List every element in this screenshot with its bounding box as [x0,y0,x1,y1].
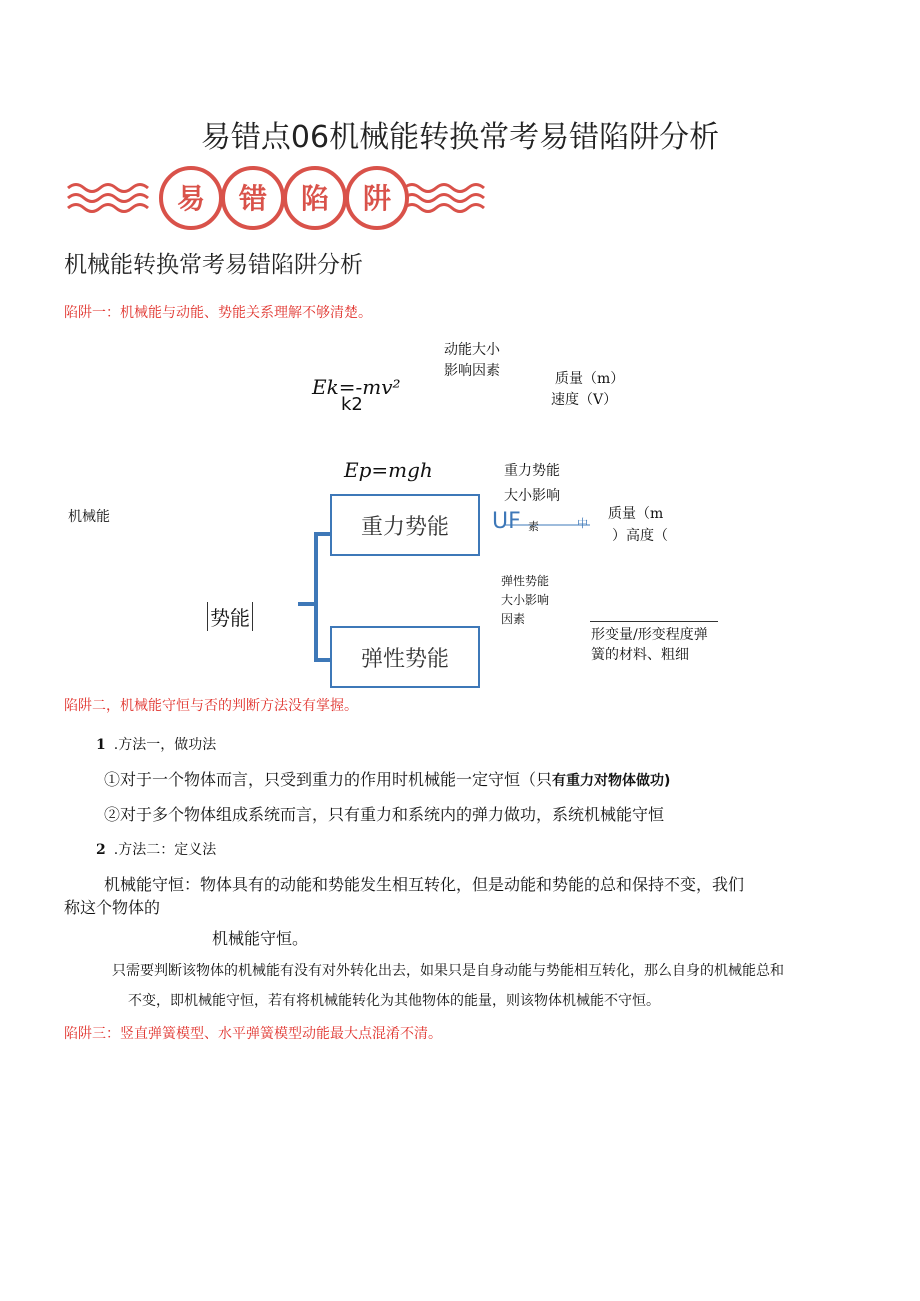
method-1-heading: 1 .方法一，做功法 [96,737,217,753]
gp-factors-title: 重力势能 大小影响 [504,463,560,504]
potential-energy-label: 势能 [207,602,253,631]
ek-factors-title: 动能大小 影响因素 [444,342,500,379]
elastic-potential-box: 弹性势能 [330,626,480,688]
page-title: 易错点06机械能转换常考易错陷阱分析 [200,120,720,155]
method-2-heading: 2 .方法二：定义法 [96,842,217,858]
method-1-item-1: ①对于一个物体而言，只受到重力的作用时机械能一定守恒（只有重力对物体做功) [104,770,671,789]
section-heading: 机械能转换常考易错陷阱分析 [64,252,363,278]
ep-factor-line2: 簧的材料、粗细 [591,647,689,663]
ep-factor-line1: 形变量/形变程度弹 [591,627,708,643]
note-line-2: 不变，即机械能守恒，若有将机械能转化为其他物体的能量，则该物体机械能不守恒。 [128,993,660,1009]
gp-factor-height: ）高度（ [612,528,668,544]
kinetic-energy-formula: Ek=-mv² [312,375,401,399]
banner-char: 易 [176,182,206,215]
garbled-small: 素 [528,520,539,533]
ek-fraction: k2 [341,394,363,415]
trap-1-heading: 陷阱一：机械能与动能、势能关系理解不够清楚。 [64,305,372,321]
ek-factor-speed: 速度（V） [551,392,618,408]
banner-char: 阱 [362,182,392,215]
ek-factor-mass: 质量（m） [555,371,625,387]
definition-line-3: 机械能守恒。 [212,929,309,948]
ep-factors-title: 弹性势能 大小影响 因素 [501,574,550,626]
wave-decoration-right [404,185,484,212]
banner-char: 陷 [300,182,330,215]
gravity-potential-formula: Ep=mgh [344,458,433,482]
mechanical-energy-label: 机械能 [68,509,110,525]
trap-3-heading: 陷阱三：竖直弹簧模型、水平弹簧模型动能最大点混淆不清。 [64,1026,442,1042]
gp-factor-mass: 质量（m [608,506,664,522]
banner-char: 错 [238,182,268,215]
trap-2-heading: 陷阱二，机械能守恒与否的判断方法没有掌握。 [64,698,358,714]
definition-line-2: 称这个物体的 [64,898,161,917]
garbled-tail: 中 [577,517,588,530]
method-1-item-2: ②对于多个物体组成系统而言，只有重力和系统内的弹力做功，系统机械能守恒 [104,805,665,824]
trap-banner [66,160,486,230]
note-line-1: 只需要判断该物体的机械能有没有对外转化出去，如果只是自身动能与势能相互转化，那么自身的机械能总和 [112,963,784,979]
ep-factor-divider [590,621,718,622]
definition-line-1: 机械能守恒：物体具有的动能和势能发生相互转化，但是动能和势能的总和保持不变，我们 [104,875,745,894]
wave-decoration-left [68,185,148,212]
garbled-mark: UF [492,509,521,534]
gravity-potential-box: 重力势能 [330,494,480,556]
